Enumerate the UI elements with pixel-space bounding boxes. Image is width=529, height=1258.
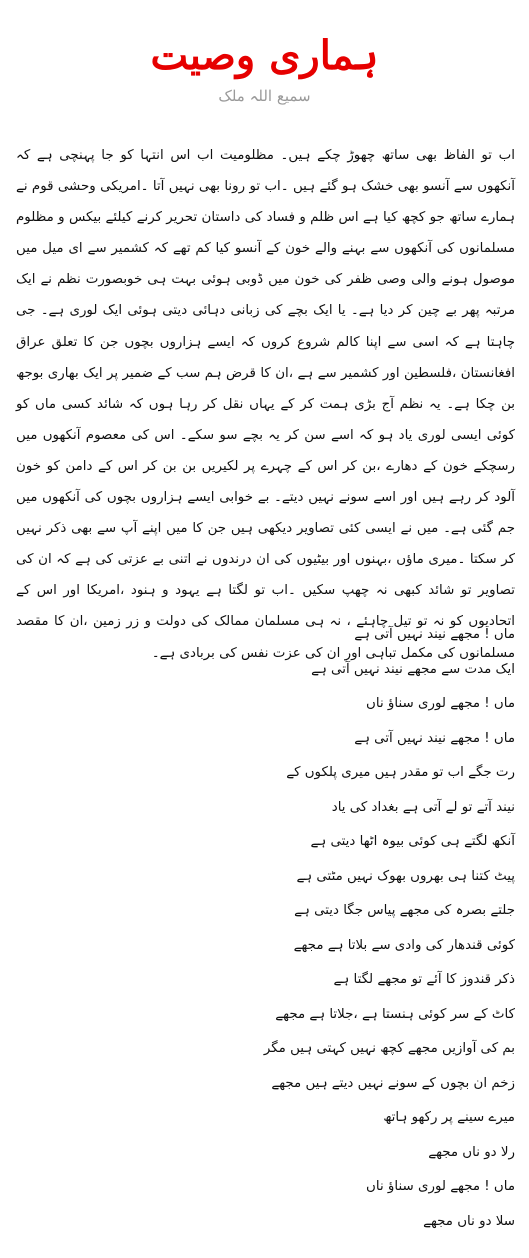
poem-line: ماں ! مجھے لوری سناؤ ناں — [366, 696, 515, 711]
poem-line: کوئی قندھار کی وادی سے بلاتا ہے مجھے — [293, 937, 515, 953]
poem-line: ماں ! مجھے نیند نہیں آتی ہے — [354, 730, 515, 746]
article-title: ہماری وصیت — [150, 32, 379, 79]
poem-line: میرے سینے پر رکھو ہاتھ — [383, 1110, 515, 1125]
poem-line: ذکر قندوز کا آئے تو مجھے لگتا ہے — [333, 972, 515, 987]
poem-line: کاٹ کے سر کوئی ہنستا ہے ،جلاتا ہے مجھے — [275, 1006, 515, 1022]
article-intro-paragraph: اب تو الفاظ بھی ساتھ چھوڑ چکے ہیں۔ مظلومیت اب اس انتہا کو جا پہنچی ہے کہ آنکھوں سے آنسو بھی خشک ہو گئے ہیں ۔اب تو رونا بھی نہیں آتا ۔امریکی وحشی قوم نے ہمارے ساتھ جو کچھ کیا ہے اس ظلم و فساد کی داستان تحریر کرنے کیلئے بیکس و مظلوم مسلمانوں کی آنکھوں سے بہنے والے خون کے آنسو کیا کم تھے کہ کشمیر سے ای میل میں موصول ہونے والی وصی ظفر کی خون میں ڈوبی ہوئی بہت ہی خوبصورت نظم نے ایک مرتبہ پھر بے چین کر دیا ہے۔ یا ایک بچے کی زبانی دہائی دیتی ہوئی ایک لوری ہے۔ جی چاہتا ہے کہ اسی سے اپنا کالم شروع کروں کہ ایسے ہزاروں بچوں جن کا تعلق عراق افغانستان ،فلسطین اور کشمیر سے ہے ،ان کا قرض ہم سب کے ضمیر پر ایک بھاری بوجھ بن چکا ہے۔ یہ نظم آج بڑی ہمت کر کے یہاں نقل کر رہا ہوں کہ شائد کسی ماں کو کوئی ایسی لوری یاد ہو کہ اسے سن کر یہ بچے سو سکے۔ اس کی معصوم آنکھوں میں رسچکے خون کے دھارے ،بن کر اس کے چہرے پر لکیریں بن بن کر اس کے دامن کو خون آلود کر رہے ہیں اور اسے سونے نہیں دیتے۔ بے خوابی ایسے ہزاروں بچوں کی آنکھوں میں جم گئی ہے۔ میں نے ایسی کئی تصاویر دیکھی ہیں جن کا میں اپنے آپ سے بھی ذکر نہیں کر سکتا ۔میری ماؤں ،بہنوں اور بیٹیوں کی ان درندوں نے اتنی بے عزتی کی ہے کہ ان کی تصاویر تو شائد کبھی نہ چھپ سکیں ۔اب تو لگتا ہے یہود و ہنود ،امریکا اور اس کے اتحادیوں کو نہ تو تیل چاہئے ، نہ ہی مسلمان ممالک کی دولت و زر زمین ،ان کا مقصد مسلمانوں کی مکمل تباہی اور ان کی عزت نفس کی بربادی ہے۔ — [16, 148, 515, 661]
poem-line: ایک مدت سے مجھے نیند نہیں آتی ہے — [311, 661, 515, 677]
poem-line: آنکھ لگتے ہی کوئی بیوہ اٹھا دیتی ہے — [310, 834, 515, 849]
poem-line: زخم ان بچوں کے سونے نہیں دیتے ہیں مجھے — [271, 1075, 515, 1091]
author-name: سمیع اللہ ملک — [218, 87, 311, 105]
poem-line: نیند آتے تو لے آتی ہے بغداد کی یاد — [331, 799, 515, 815]
poem-line: سلا دو ناں مجھے — [423, 1213, 515, 1229]
poem-line: پیٹ کتنا ہی بھروں بھوک نہیں مٹتی ہے — [296, 868, 515, 884]
poem — [115, 618, 515, 1239]
poem-line: ماں ! مجھے نیند نہیں آتی ہے — [354, 627, 515, 642]
poem-line: ماں ! مجھے لوری سناؤ ناں — [366, 1179, 515, 1194]
poem-line: رت جگے اب تو مقدر ہیں میری پلکوں کے — [286, 765, 515, 780]
poem-line: رلا دو ناں مجھے — [428, 1144, 515, 1160]
poem-line: جلتے بصرہ کی مجھے پیاس جگا دیتی ہے — [294, 903, 515, 918]
poem-line: بم کی آوازیں مجھے کچھ نہیں کہتی ہیں مگر — [263, 1041, 515, 1056]
